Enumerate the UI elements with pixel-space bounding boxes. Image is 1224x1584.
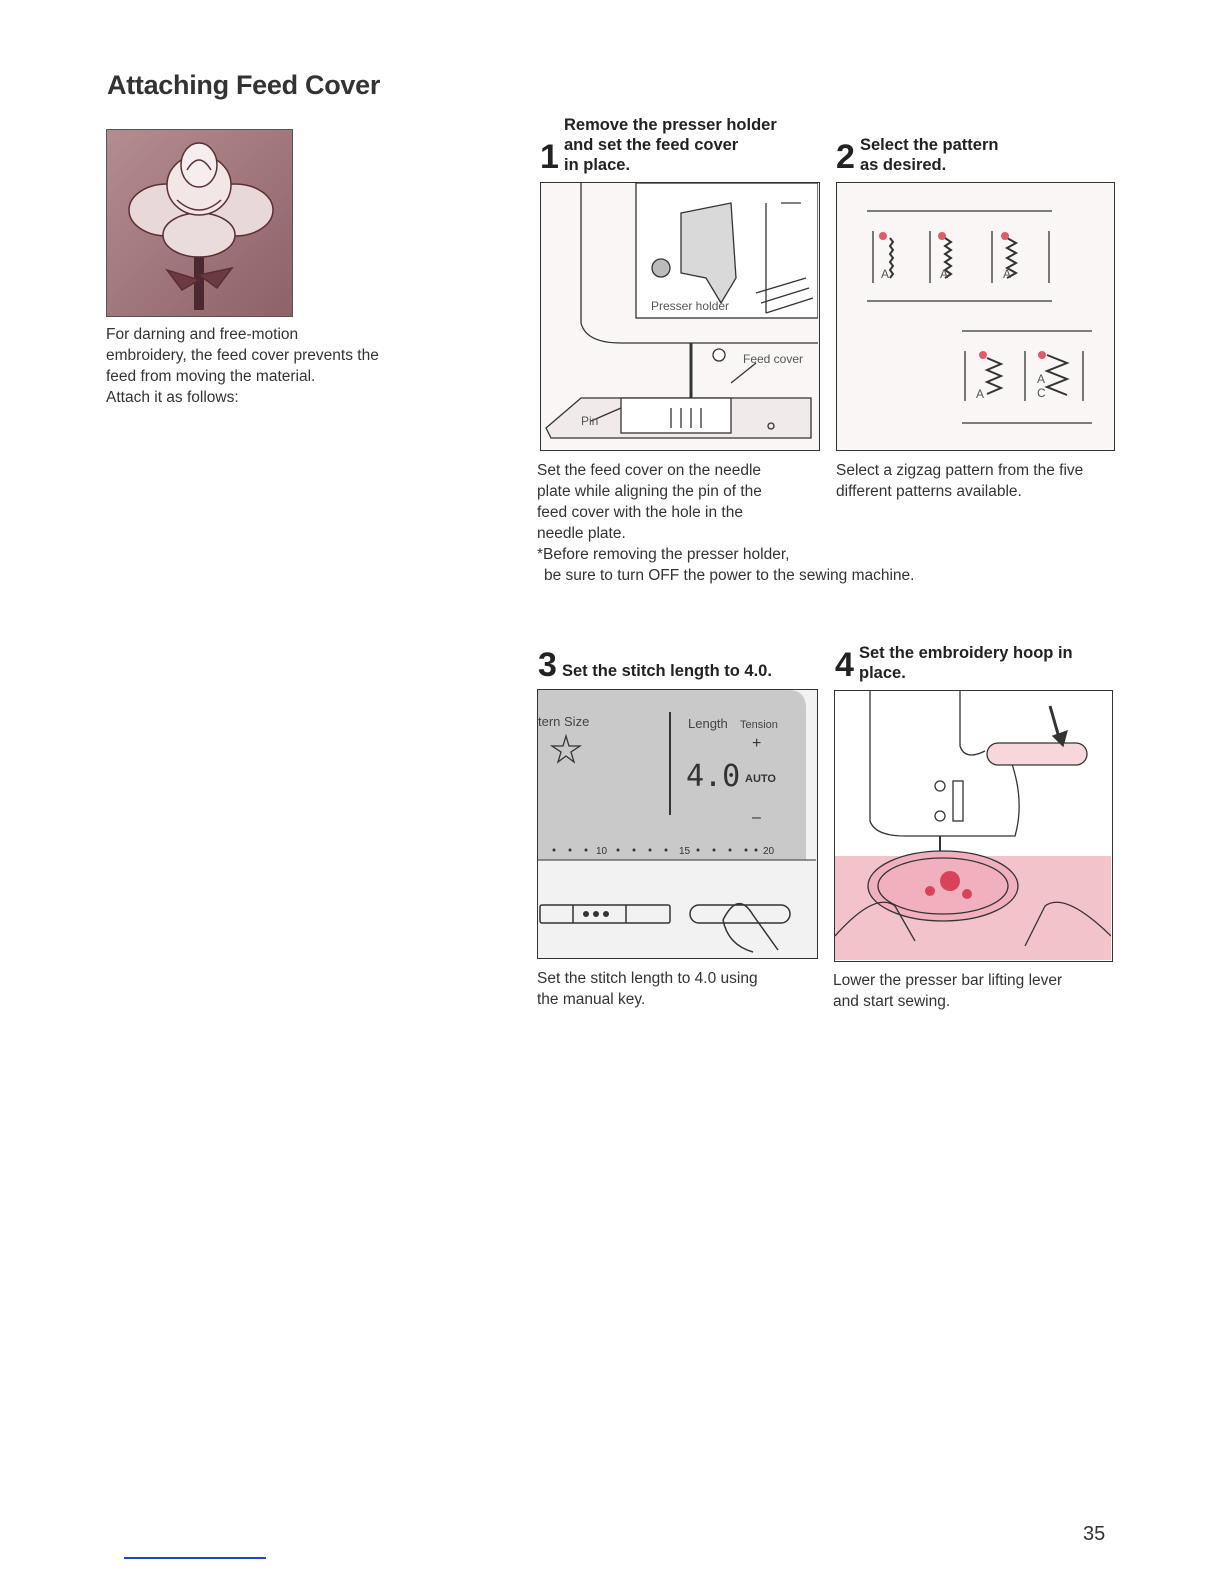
page-title: Attaching Feed Cover: [107, 70, 381, 100]
step-1-caption: [537, 460, 827, 565]
pattern-letter: A: [881, 267, 890, 281]
pattern-letter: A: [1037, 372, 1046, 386]
heading-line: Remove the presser holder: [564, 116, 777, 134]
intro-line: Attach it as follows:: [106, 389, 239, 406]
caption-line: plate while aligning the pin of the: [537, 483, 762, 500]
step-2-heading: [860, 135, 1100, 175]
step-3-caption: [537, 968, 827, 1010]
intro-line: feed from moving the material.: [106, 368, 316, 385]
caption-line: and start sewing.: [833, 993, 951, 1010]
scale-label: 20: [763, 846, 775, 857]
step-4-caption: [833, 970, 1123, 1012]
step-1-illustration: [540, 182, 820, 451]
feed-cover-label: Feed cover: [743, 352, 804, 366]
minus-sign: –: [752, 809, 761, 826]
intro-text: [106, 324, 436, 408]
caption-line: Select a zigzag pattern from the five: [836, 462, 1084, 479]
intro-line: embroidery, the feed cover prevents the: [106, 347, 379, 364]
step-4-hoop-illustration: [834, 690, 1113, 962]
length-label: Length: [688, 716, 728, 731]
heading-line: in place.: [564, 156, 631, 174]
heading-line: Set the embroidery hoop in: [859, 644, 1073, 662]
caption-line: Lower the presser bar lifting lever: [833, 972, 1063, 989]
note-line: *Before removing the presser holder,: [537, 546, 790, 563]
pattern-letter: A: [940, 267, 949, 281]
heading-line: as desired.: [860, 156, 947, 174]
caption-line: Set the feed cover on the needle: [537, 462, 762, 479]
step-3-display-illustration: [537, 689, 818, 959]
pattern-letter: A: [1003, 267, 1012, 281]
step-2-caption: [836, 460, 1126, 502]
pattern-letter: C: [1037, 386, 1046, 400]
scale-label: 10: [596, 846, 608, 857]
step-3-heading: Set the stitch length to 4.0.: [562, 662, 772, 680]
step-3-number: 3: [538, 646, 557, 684]
page-number: 35: [1083, 1523, 1106, 1545]
heading-line: Select the pattern: [860, 136, 999, 154]
caption-line: the manual key.: [537, 991, 646, 1008]
heading-line: and set the feed cover: [564, 136, 739, 154]
step-4-number: 4: [835, 646, 854, 684]
caption-line: different patterns available.: [836, 483, 1022, 500]
plus-sign: +: [752, 735, 762, 752]
step-4-heading: [859, 643, 1119, 683]
pattern-letter: A: [976, 387, 985, 401]
scale-label: 15: [679, 846, 691, 857]
step-2-pattern-panel: [836, 182, 1115, 451]
intro-line: For darning and free-motion: [106, 326, 299, 343]
pin-label: Pin: [581, 414, 599, 428]
caption-line: needle plate.: [537, 525, 626, 542]
caption-line: Set the stitch length to 4.0 using: [537, 970, 758, 987]
footer-rule: [124, 1557, 266, 1559]
auto-label: AUTO: [745, 773, 776, 785]
tension-label: Tension: [740, 719, 778, 731]
step-1-heading: [564, 115, 824, 175]
step-1-note-continued: be sure to turn OFF the power to the sewing machine.: [544, 567, 915, 584]
caption-line: feed cover with the hole in the: [537, 504, 743, 521]
stitch-length-value: 4.0: [686, 759, 741, 794]
presser-holder-label: Presser holder: [651, 299, 730, 313]
pattern-size-label: tern Size: [538, 714, 590, 729]
embroidery-rose-image: [106, 129, 293, 317]
heading-line: place.: [859, 664, 906, 682]
step-1-number: 1: [540, 138, 559, 176]
step-2-number: 2: [836, 138, 855, 176]
